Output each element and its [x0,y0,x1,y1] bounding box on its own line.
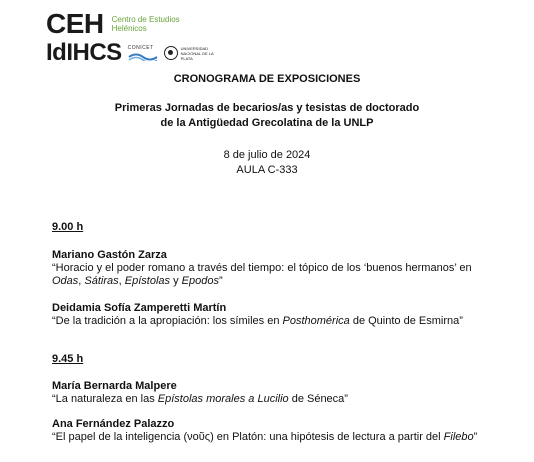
time-block-2 [52,353,492,366]
conicet-label: CONICET [127,45,154,51]
header-logos [46,10,226,68]
ceh-subtitle-line1: Centro de Estudios [111,15,180,24]
speaker-name: Ana Fernández Palazzo [52,418,175,430]
unlp-logo [164,46,215,61]
conicet-logo [128,45,158,61]
event-date: 8 de julio de 2024 [223,149,311,161]
event-room: AULA C-333 [236,164,298,176]
event-name-line1: Primeras Jornadas de becarios/as y tesistas de doctorado [114,102,420,114]
unlp-label: UNIVERSIDAD NACIONAL DE LA PLATA [180,45,214,61]
talk-entry [52,418,492,444]
ceh-logo-text: CEH [46,8,104,39]
time-block-1 [52,221,492,234]
event-name-line2: de la Antigüedad Grecolatina de la UNLP [160,117,374,129]
time-slot-label: 9.45 h [52,353,84,365]
idihcs-logo-text: IdIHCS [46,39,122,66]
speaker-name: María Bernarda Malpere [52,380,177,392]
unlp-seal-icon [164,46,178,60]
talk-entry [52,249,492,288]
ceh-subtitle [112,15,180,33]
speaker-name: Deidamia Sofía Zamperetti Martín [52,302,227,314]
talk-title: “El papel de la inteligencia (νοῦς) en Platón: una hipótesis de lectura a partir del Filebo” [52,431,478,443]
talk-entry [52,302,492,328]
conicet-wave-icon [128,51,158,61]
ceh-subtitle-line2: Helénicos [111,24,147,33]
time-slot-label: 9.00 h [52,221,84,233]
talk-title: “La naturaleza en las Epístolas morales a Lucilio de Séneca” [52,393,348,405]
talk-entry [52,380,492,406]
speaker-name: Mariano Gastón Zarza [52,249,167,261]
talk-title: “Horacio y el poder romano a través del tiempo: el tópico de los ‘buenos hermanos’ en Odas, Sátiras, Epístolas y Epodos” [52,262,472,287]
talk-title: “De la tradición a la apropiación: los símiles en Posthomérica de Quinto de Esmirna” [52,315,463,327]
page-title: CRONOGRAMA DE EXPOSICIONES [173,73,361,85]
idihcs-logo [46,41,215,65]
ceh-logo [46,10,180,38]
